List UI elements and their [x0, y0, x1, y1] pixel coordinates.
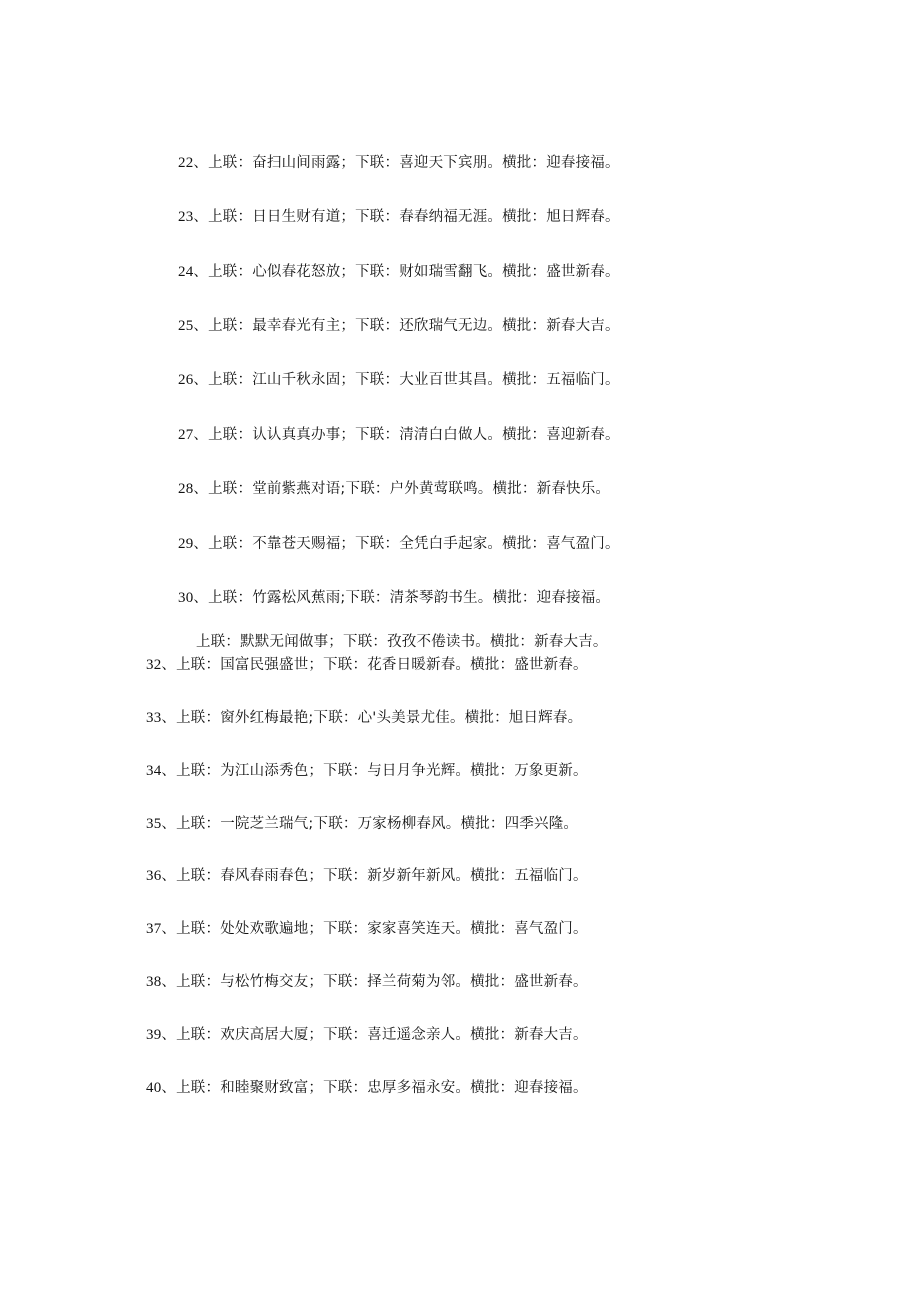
couplet-line — [178, 370, 620, 390]
couplet-number: 40 — [146, 1080, 162, 1096]
couplet-number: 39 — [146, 1027, 162, 1043]
couplet-line — [146, 866, 588, 886]
couplet-text: 、上联：一院芝兰瑞气;下联：万家杨柳春风。横批：四季兴隆。 — [161, 816, 579, 832]
couplet-text: 、上联：奋扫山间雨露；下联：喜迎天下宾朋。横批：迎春接福。 — [193, 155, 620, 171]
couplet-text: 、上联：处处欢歌遍地；下联：家家喜笑连天。横批：喜气盈门。 — [161, 921, 588, 937]
couplet-line — [146, 655, 588, 675]
couplet-text: 、上联：不靠苍天赐福；下联：全凭白手起家。横批：喜气盈门。 — [193, 536, 620, 552]
couplet-number: 26 — [178, 372, 194, 388]
couplet-number: 27 — [178, 427, 194, 443]
couplet-line — [178, 425, 620, 445]
couplet-number: 32 — [146, 657, 162, 673]
couplet-text: 、上联：为江山添秀色；下联：与日月争光辉。横批：万象更新。 — [161, 763, 588, 779]
couplet-line — [178, 207, 620, 227]
couplet-line — [178, 588, 610, 608]
couplet-text: 、上联：欢庆高居大厦；下联：喜迁遥念亲人。横批：新春大吉。 — [161, 1027, 588, 1043]
couplet-text: 上联：默默无闻做事；下联：孜孜不倦读书。横批：新春大吉。 — [196, 634, 608, 650]
couplet-text: 、上联：江山千秋永固；下联：大业百世其昌。横批：五福临门。 — [193, 372, 620, 388]
couplet-number: 36 — [146, 868, 162, 884]
couplet-number: 37 — [146, 921, 162, 937]
couplet-text: 、上联：春风春雨春色；下联：新岁新年新风。横批：五福临门。 — [161, 868, 588, 884]
couplet-number: 34 — [146, 763, 162, 779]
couplet-line — [146, 972, 588, 992]
couplet-line — [178, 479, 610, 499]
couplet-number: 38 — [146, 974, 162, 990]
couplet-line — [146, 761, 588, 781]
couplet-line — [178, 534, 620, 554]
couplet-text: 、上联：竹露松风蕉雨;下联：清茶琴韵书生。横批：迎春接福。 — [193, 590, 611, 606]
couplet-line — [146, 708, 582, 728]
couplet-line — [146, 814, 578, 834]
couplet-text: 、上联：最幸春光有主；下联：还欣瑞气无边。横批：新春大吉。 — [193, 318, 620, 334]
couplet-number: 28 — [178, 481, 194, 497]
couplet-text: 、上联：与松竹梅交友；下联：择兰荷菊为邻。横批：盛世新春。 — [161, 974, 588, 990]
couplet-number: 30 — [178, 590, 194, 606]
couplet-number: 35 — [146, 816, 162, 832]
couplet-line — [178, 316, 620, 336]
couplet-text: 、上联：国富民强盛世；下联：花香日暖新春。横批：盛世新春。 — [161, 657, 588, 673]
couplet-number: 33 — [146, 710, 162, 726]
couplet-text: 、上联：窗外红梅最艳;下联：心'头美景尤佳。横批：旭日辉春。 — [161, 710, 583, 726]
couplet-line — [196, 632, 608, 652]
couplet-number: 24 — [178, 264, 194, 280]
couplet-text: 、上联：和睦聚财致富；下联：忠厚多福永安。横批：迎春接福。 — [161, 1080, 588, 1096]
couplet-line — [146, 919, 588, 939]
couplet-text: 、上联：日日生财有道；下联：春春纳福无涯。横批：旭日辉春。 — [193, 209, 620, 225]
couplet-number: 22 — [178, 155, 194, 171]
couplet-line — [178, 262, 620, 282]
couplet-text: 、上联：心似春花怒放；下联：财如瑞雪翻飞。横批：盛世新春。 — [193, 264, 620, 280]
couplet-number: 23 — [178, 209, 194, 225]
couplet-number: 29 — [178, 536, 194, 552]
couplet-text: 、上联：堂前紫燕对语;下联：户外黄莺联鸣。横批：新春快乐。 — [193, 481, 611, 497]
couplet-line — [146, 1025, 588, 1045]
couplet-text: 、上联：认认真真办事；下联：清清白白做人。横批：喜迎新春。 — [193, 427, 620, 443]
couplet-number: 25 — [178, 318, 194, 334]
couplet-line — [146, 1078, 588, 1098]
couplet-line — [178, 153, 620, 173]
